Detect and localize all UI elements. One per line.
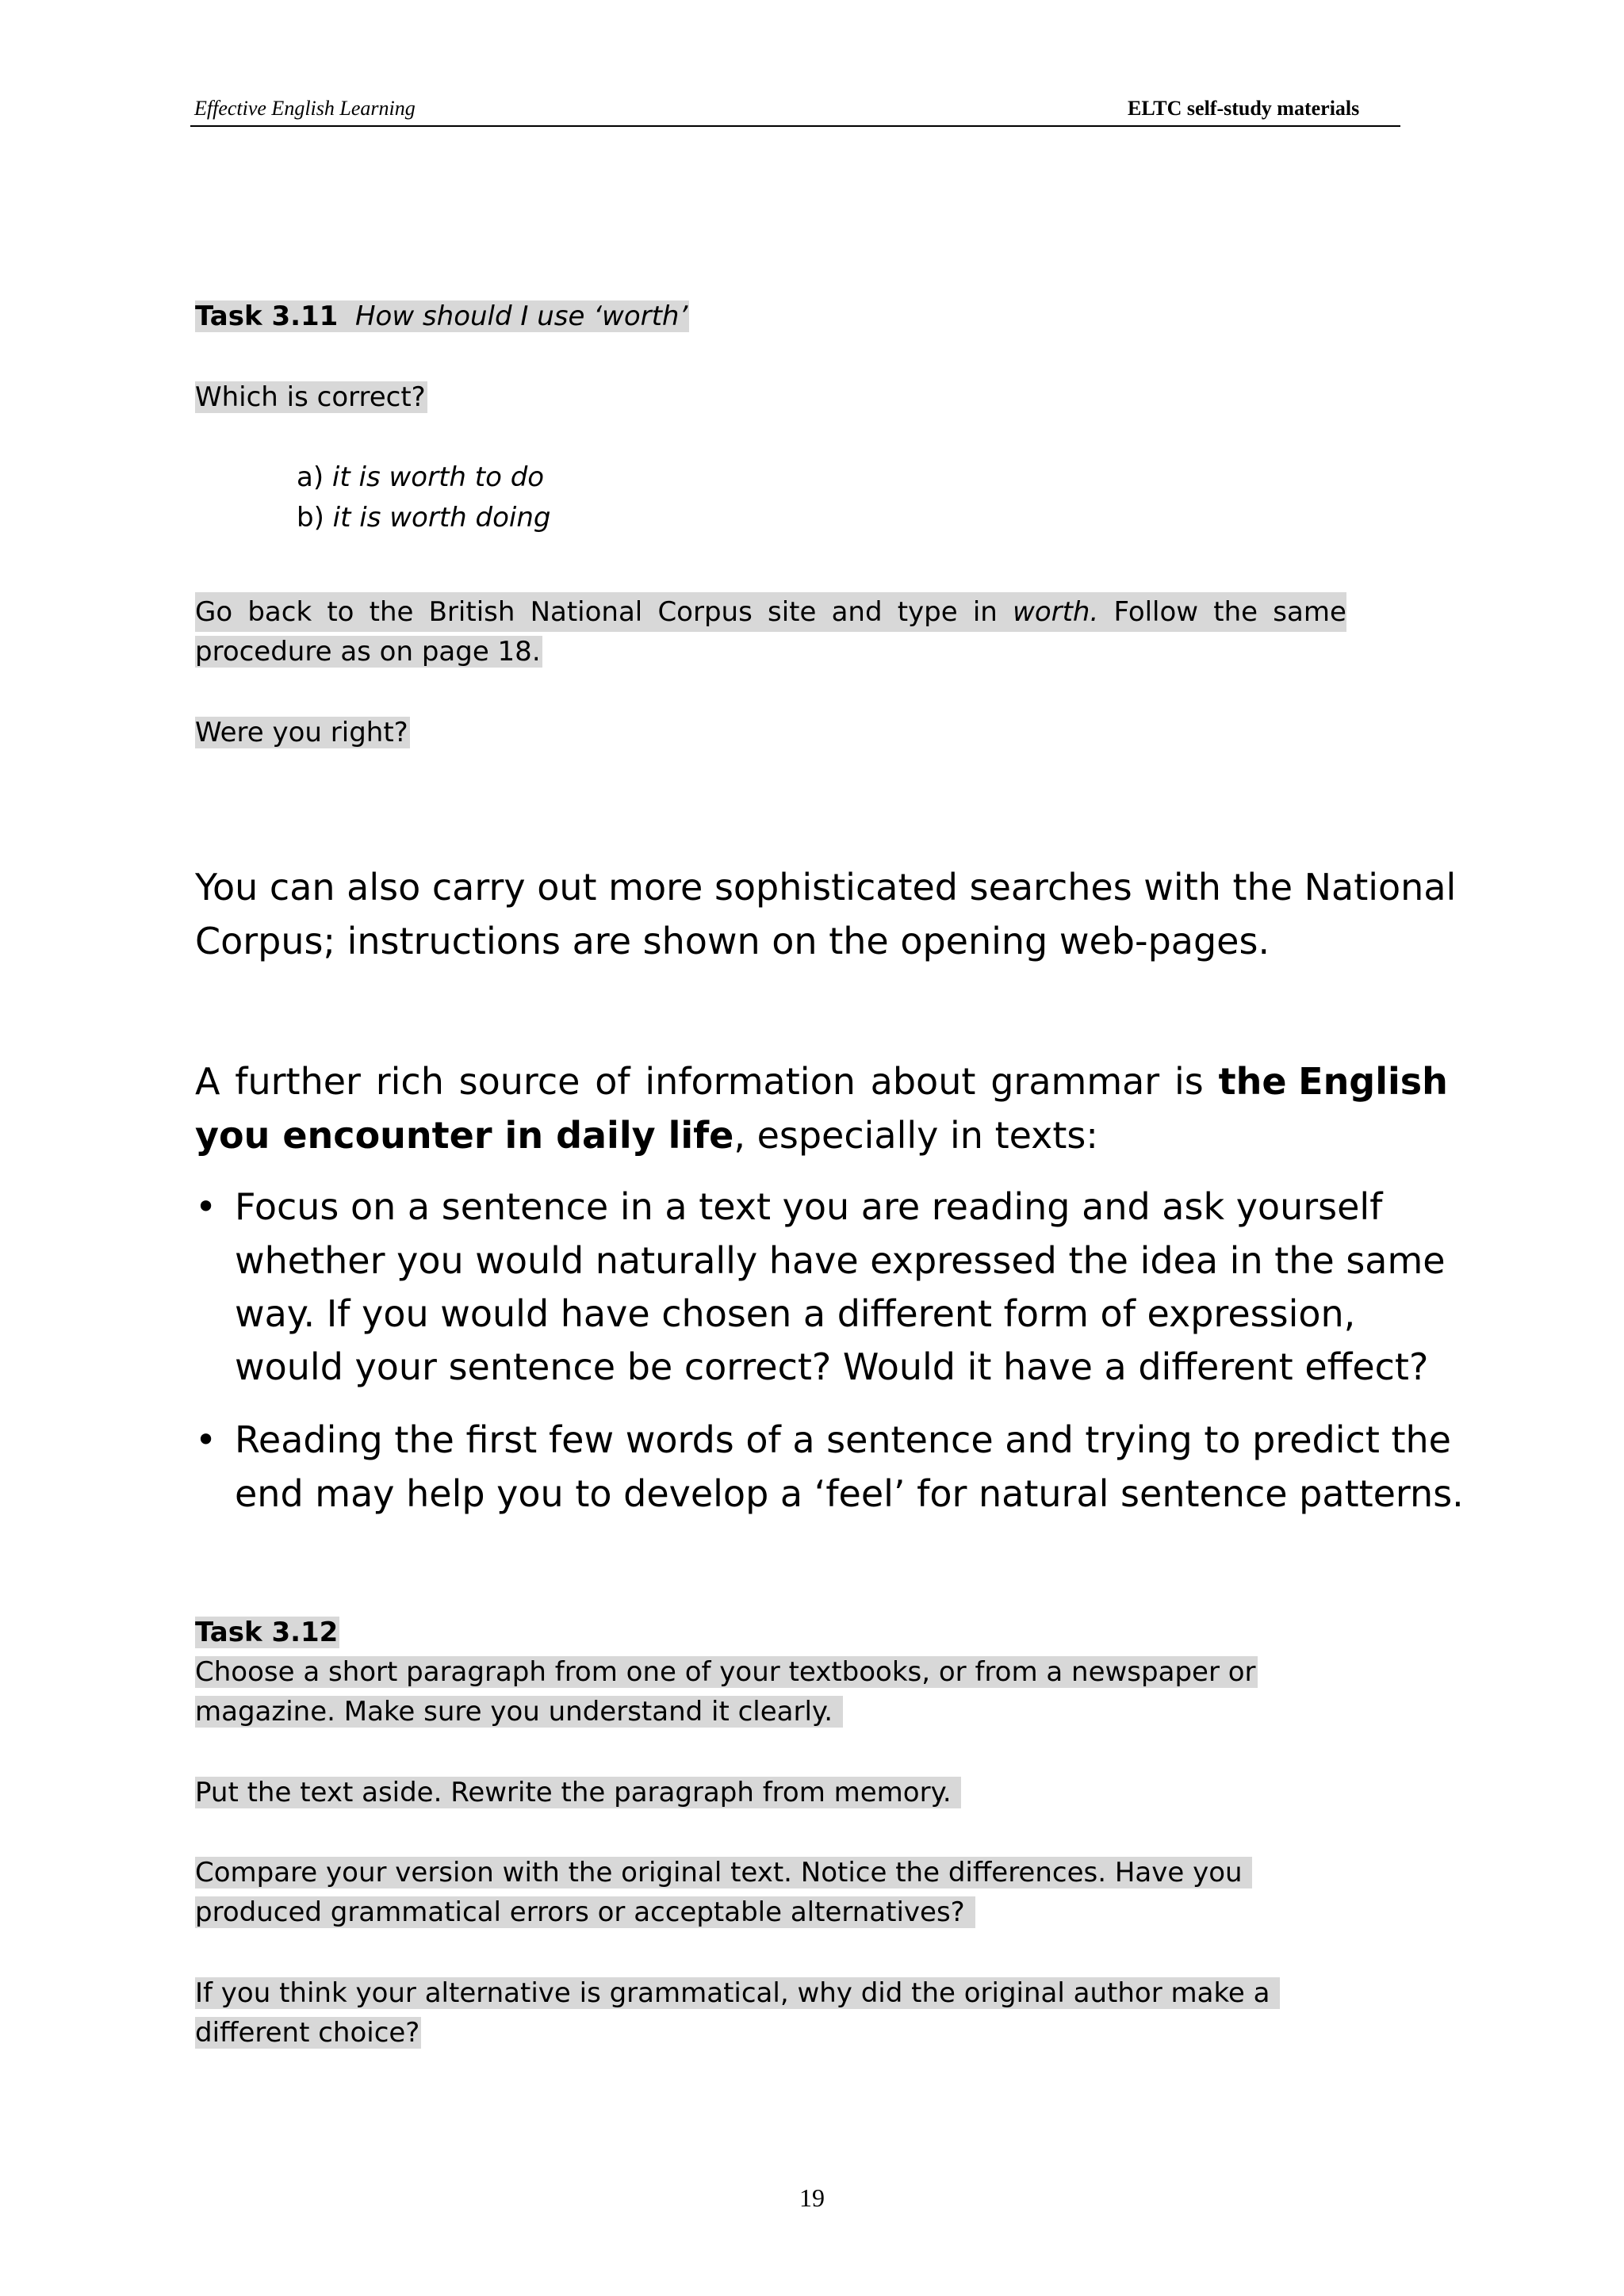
option-a (297, 457, 544, 498)
task-instruction-line1: Go back to the British National Corpus site and type in worth. Follow the same (195, 592, 1346, 632)
task-3-12-p3-line1: Compare your version with the original text. Notice the differences. Have you (195, 1857, 1251, 1888)
option-b (297, 497, 550, 538)
body-para1-line1: You can also carry out more sophisticated searches with the National (195, 866, 1457, 909)
option-a-letter: a) (297, 461, 324, 493)
task-question: Which is correct? (195, 381, 426, 413)
task-check: Were you right? (195, 717, 408, 748)
task-3-11-heading (195, 297, 689, 336)
task-title: How should I use ‘worth’ (354, 300, 688, 332)
bullet-2-line1: Reading the first few words of a sentence and trying to predict the (235, 1418, 1451, 1461)
task-3-12-p4-line1: If you think your alternative is grammatical, why did the original author make a (195, 1977, 1279, 2009)
option-a-text: it is worth to do (331, 461, 545, 493)
running-header-title: Effective English Learning (194, 97, 416, 120)
running-header-series: ELTC self-study materials (1128, 97, 1360, 120)
bullet-1-line1: Focus on a sentence in a text you are reading and ask yourself (235, 1185, 1383, 1228)
task-instruction-line2: procedure as on page 18. (195, 636, 541, 668)
body-para2-line1: A further rich source of information about grammar is the English (195, 1060, 1448, 1103)
task-3-12-heading: Task 3.12 (195, 1617, 339, 1648)
task-3-12-p1-line2: magazine. Make sure you understand it clearly. (195, 1696, 841, 1728)
task-3-12-p3-line2: produced grammatical errors or acceptable alternatives? (195, 1896, 974, 1928)
body-para2-line2: you encounter in daily life, especially in texts: (195, 1114, 1098, 1157)
task-label: Task 3.11 (195, 300, 339, 332)
body-para1-line2: Corpus; instructions are shown on the opening web-pages. (195, 920, 1270, 962)
bullet-1-line4: would your sentence be correct? Would it have a different effect? (235, 1345, 1429, 1388)
bullet-1-line2: whether you would naturally have expressed the idea in the same (235, 1239, 1446, 1282)
bullet-1-line3: way. If you would have chosen a different form of expression, (235, 1292, 1356, 1335)
task-3-12-p2: Put the text aside. Rewrite the paragraph from memory. (195, 1777, 960, 1808)
task-3-12-p4-line2: different choice? (195, 2017, 420, 2049)
option-b-text: it is worth doing (332, 502, 551, 534)
bullet-2-line2: end may help you to develop a ‘feel’ for natural sentence patterns. (235, 1472, 1464, 1515)
page-number: 19 (799, 2183, 825, 2212)
bullet-1-marker: • (195, 1185, 217, 1228)
option-b-letter: b) (297, 502, 324, 534)
task-3-12-p1-line1: Choose a short paragraph from one of your textbooks, or from a newspaper or (195, 1656, 1256, 1688)
header-rule (190, 125, 1400, 127)
bullet-2-marker: • (195, 1418, 217, 1461)
